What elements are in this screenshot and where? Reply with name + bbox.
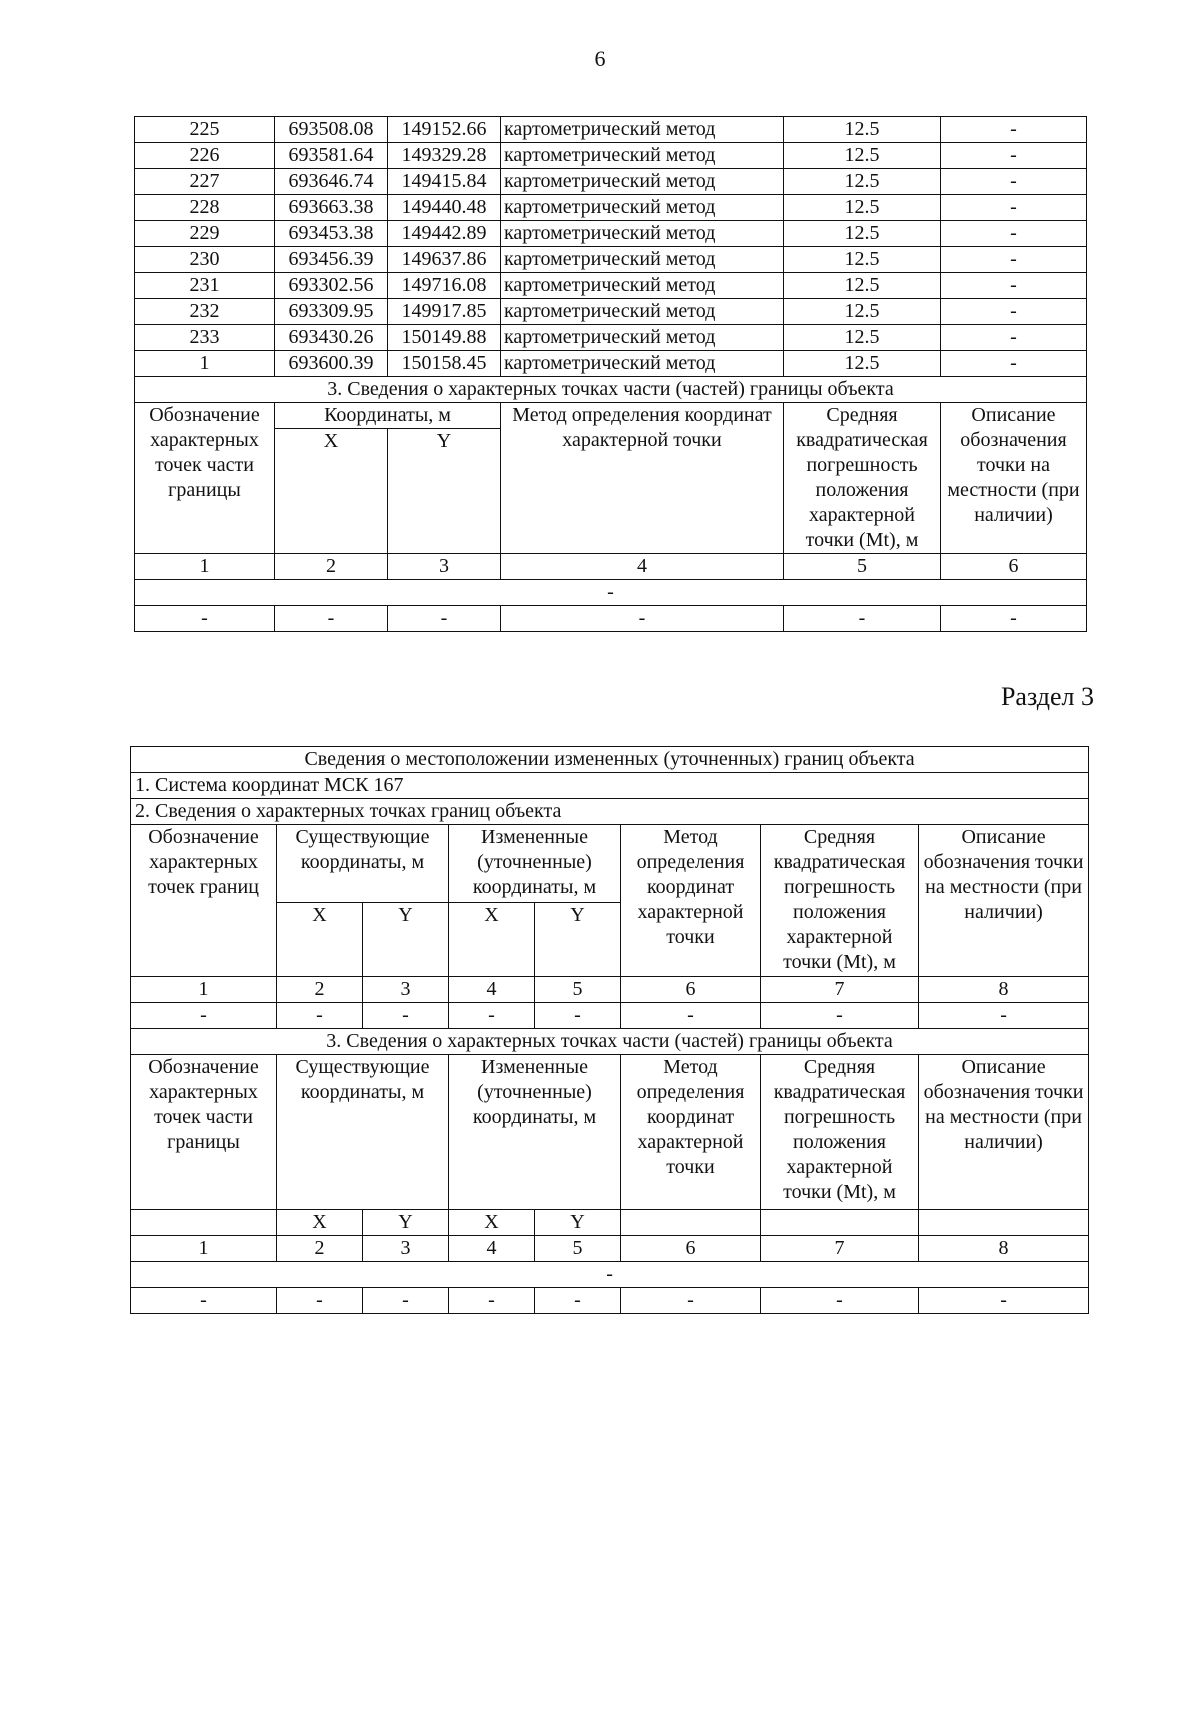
empty-cell xyxy=(919,1210,1089,1236)
dash-cell: - xyxy=(621,1003,761,1029)
method: картометрический метод xyxy=(501,195,784,221)
header-row xyxy=(135,403,1087,429)
section-header-row xyxy=(135,377,1087,403)
page-number: 6 xyxy=(594,46,606,71)
dash-cell: - xyxy=(449,1288,535,1314)
coord-y: 149637.86 xyxy=(388,247,501,273)
mt-value: 12.5 xyxy=(784,325,941,351)
header-existing-y: Y xyxy=(363,903,449,977)
coord-y: 149415.84 xyxy=(388,169,501,195)
dash-cell: - xyxy=(784,606,941,632)
header-changed-x: X xyxy=(449,1210,535,1236)
mt-value: 12.5 xyxy=(784,299,941,325)
table-row xyxy=(135,221,1087,247)
dash-cell: - xyxy=(275,606,388,632)
col-number: 1 xyxy=(131,1236,277,1262)
section3-title: 3. Сведения о характерных точках части (частей) границы объекта xyxy=(131,1029,1089,1055)
dash-cell: - xyxy=(131,1003,277,1029)
point-number: 232 xyxy=(135,299,275,325)
description: - xyxy=(941,299,1087,325)
col-number: 3 xyxy=(363,977,449,1003)
description: - xyxy=(941,325,1087,351)
coord-y: 149442.89 xyxy=(388,221,501,247)
mt-value: 12.5 xyxy=(784,169,941,195)
coord-y: 149440.48 xyxy=(388,195,501,221)
dash-cell: - xyxy=(941,606,1087,632)
header-x: X xyxy=(275,429,388,554)
coord-x: 693453.38 xyxy=(275,221,388,247)
mt-value: 12.5 xyxy=(784,195,941,221)
empty-row-dash: - xyxy=(135,580,1087,606)
coord-y: 149152.66 xyxy=(388,117,501,143)
point-number: 230 xyxy=(135,247,275,273)
col-number: 4 xyxy=(449,1236,535,1262)
col-number: 6 xyxy=(621,977,761,1003)
coord-y: 150149.88 xyxy=(388,325,501,351)
point-number: 1 xyxy=(135,351,275,377)
method: картометрический метод xyxy=(501,351,784,377)
description: - xyxy=(941,195,1087,221)
section3-title: 3. Сведения о характерных точках части (частей) границы объекта xyxy=(135,377,1087,403)
dash-row xyxy=(131,1003,1089,1029)
dash-cell: - xyxy=(131,1288,277,1314)
header-designation: Обозначение характерных точек границ xyxy=(131,825,277,977)
description: - xyxy=(941,117,1087,143)
coord-y: 149716.08 xyxy=(388,273,501,299)
col-number: 6 xyxy=(621,1236,761,1262)
col-number: 8 xyxy=(919,977,1089,1003)
table-title: Сведения о местоположении измененных (уточненных) границ объекта xyxy=(131,747,1089,773)
table-row xyxy=(135,273,1087,299)
dash-cell: - xyxy=(761,1003,919,1029)
point-number: 225 xyxy=(135,117,275,143)
dash-cell: - xyxy=(277,1003,363,1029)
header-row xyxy=(131,825,1089,903)
coord-y: 149329.28 xyxy=(388,143,501,169)
method: картометрический метод xyxy=(501,143,784,169)
description: - xyxy=(941,221,1087,247)
col-number: 7 xyxy=(761,977,919,1003)
point-number: 229 xyxy=(135,221,275,247)
col-number: 5 xyxy=(784,554,941,580)
coord-x: 693600.39 xyxy=(275,351,388,377)
header-method: Метод определения координат характерной точки xyxy=(621,1055,761,1210)
col-number: 4 xyxy=(501,554,784,580)
dash-row xyxy=(131,1288,1089,1314)
mt-value: 12.5 xyxy=(784,247,941,273)
header-description: Описание обозначения точки на местности (при наличии) xyxy=(919,1055,1089,1210)
header-existing: Существующие координаты, м xyxy=(277,1055,449,1210)
dash-cell: - xyxy=(919,1288,1089,1314)
dash-cell: - xyxy=(449,1003,535,1029)
header-designation: Обозначение характерных точек части границы xyxy=(131,1055,277,1210)
header-changed: Измененные (уточненные) координаты, м xyxy=(449,1055,621,1210)
header-description: Описание обозначения точки на местности (при наличии) xyxy=(919,825,1089,977)
header-existing-x: X xyxy=(277,903,363,977)
point-number: 231 xyxy=(135,273,275,299)
changed-boundaries-table xyxy=(130,746,1089,1314)
col-number: 2 xyxy=(277,977,363,1003)
table-row xyxy=(135,117,1087,143)
header-existing-x: X xyxy=(277,1210,363,1236)
mt-value: 12.5 xyxy=(784,117,941,143)
header-mt: Средняя квадратическая погрешность положения характерной точки (Mt), м xyxy=(761,825,919,977)
coord-x: 693456.39 xyxy=(275,247,388,273)
section2-row xyxy=(131,799,1089,825)
dash-cell: - xyxy=(388,606,501,632)
dash-cell: - xyxy=(535,1288,621,1314)
point-number: 227 xyxy=(135,169,275,195)
coord-x: 693508.08 xyxy=(275,117,388,143)
method: картометрический метод xyxy=(501,169,784,195)
header-row xyxy=(131,1055,1089,1210)
header-mt: Средняя квадратическая погрешность положения характерной точки (Mt), м xyxy=(784,403,941,554)
column-numbers-row xyxy=(135,554,1087,580)
table-title-row xyxy=(131,747,1089,773)
col-number: 3 xyxy=(363,1236,449,1262)
dash-cell: - xyxy=(535,1003,621,1029)
col-number: 5 xyxy=(535,977,621,1003)
section-header-row xyxy=(131,1029,1089,1055)
coord-x: 693663.38 xyxy=(275,195,388,221)
col-number: 5 xyxy=(535,1236,621,1262)
header-changed: Измененные (уточненные) координаты, м xyxy=(449,825,621,903)
header-row-xy xyxy=(131,1210,1089,1236)
dash-cell: - xyxy=(135,606,275,632)
dash-cell: - xyxy=(761,1288,919,1314)
coord-x: 693646.74 xyxy=(275,169,388,195)
col-number: 1 xyxy=(131,977,277,1003)
method: картометрический метод xyxy=(501,117,784,143)
header-description: Описание обозначения точки на местности (при наличии) xyxy=(941,403,1087,554)
method: картометрический метод xyxy=(501,221,784,247)
header-changed-y: Y xyxy=(535,1210,621,1236)
header-coordinates: Координаты, м xyxy=(275,403,501,429)
header-designation: Обозначение характерных точек части границы xyxy=(135,403,275,554)
mt-value: 12.5 xyxy=(784,273,941,299)
mt-value: 12.5 xyxy=(784,221,941,247)
mt-value: 12.5 xyxy=(784,351,941,377)
dash-cell: - xyxy=(277,1288,363,1314)
dash-cell: - xyxy=(621,1288,761,1314)
col-number: 1 xyxy=(135,554,275,580)
table-row xyxy=(135,143,1087,169)
header-changed-y: Y xyxy=(535,903,621,977)
coord-y: 150158.45 xyxy=(388,351,501,377)
table-row xyxy=(135,325,1087,351)
method: картометрический метод xyxy=(501,273,784,299)
col-number: 2 xyxy=(275,554,388,580)
col-number: 2 xyxy=(277,1236,363,1262)
coord-x: 693309.95 xyxy=(275,299,388,325)
empty-cell xyxy=(131,1210,277,1236)
dash-cell: - xyxy=(363,1288,449,1314)
col-number: 6 xyxy=(941,554,1087,580)
header-method: Метод определения координат характерной точки xyxy=(621,825,761,977)
description: - xyxy=(941,247,1087,273)
table-row xyxy=(135,169,1087,195)
dash-cell: - xyxy=(501,606,784,632)
coord-y: 149917.85 xyxy=(388,299,501,325)
coordinates-table-continued xyxy=(134,116,1087,632)
header-existing-y: Y xyxy=(363,1210,449,1236)
method: картометрический метод xyxy=(501,325,784,351)
column-numbers-row xyxy=(131,1236,1089,1262)
coord-x: 693581.64 xyxy=(275,143,388,169)
empty-cell xyxy=(761,1210,919,1236)
column-numbers-row xyxy=(131,977,1089,1003)
col-number: 7 xyxy=(761,1236,919,1262)
method: картометрический метод xyxy=(501,299,784,325)
description: - xyxy=(941,169,1087,195)
dash-cell: - xyxy=(363,1003,449,1029)
table-row xyxy=(135,299,1087,325)
point-number: 228 xyxy=(135,195,275,221)
table-row xyxy=(135,351,1087,377)
mt-value: 12.5 xyxy=(784,143,941,169)
empty-row xyxy=(135,580,1087,606)
empty-row-dash: - xyxy=(131,1262,1089,1288)
section2-title: 2. Сведения о характерных точках границ объекта xyxy=(131,799,1089,825)
coord-x: 693430.26 xyxy=(275,325,388,351)
description: - xyxy=(941,273,1087,299)
col-number: 3 xyxy=(388,554,501,580)
point-number: 226 xyxy=(135,143,275,169)
coordinates-rows xyxy=(135,117,1087,632)
method: картометрический метод xyxy=(501,247,784,273)
coord-system: 1. Система координат МСК 167 xyxy=(131,773,1089,799)
table-row xyxy=(135,247,1087,273)
description: - xyxy=(941,143,1087,169)
dash-row xyxy=(135,606,1087,632)
coord-x: 693302.56 xyxy=(275,273,388,299)
col-number: 8 xyxy=(919,1236,1089,1262)
header-existing: Существующие координаты, м xyxy=(277,825,449,903)
header-y: Y xyxy=(388,429,501,554)
section-title: Раздел 3 xyxy=(1000,682,1094,711)
col-number: 4 xyxy=(449,977,535,1003)
header-method: Метод определения координат характерной точки xyxy=(501,403,784,554)
header-changed-x: X xyxy=(449,903,535,977)
empty-cell xyxy=(621,1210,761,1236)
description: - xyxy=(941,351,1087,377)
empty-row xyxy=(131,1262,1089,1288)
coord-system-row xyxy=(131,773,1089,799)
table-row xyxy=(135,195,1087,221)
dash-cell: - xyxy=(919,1003,1089,1029)
point-number: 233 xyxy=(135,325,275,351)
header-mt: Средняя квадратическая погрешность положения характерной точки (Mt), м xyxy=(761,1055,919,1210)
